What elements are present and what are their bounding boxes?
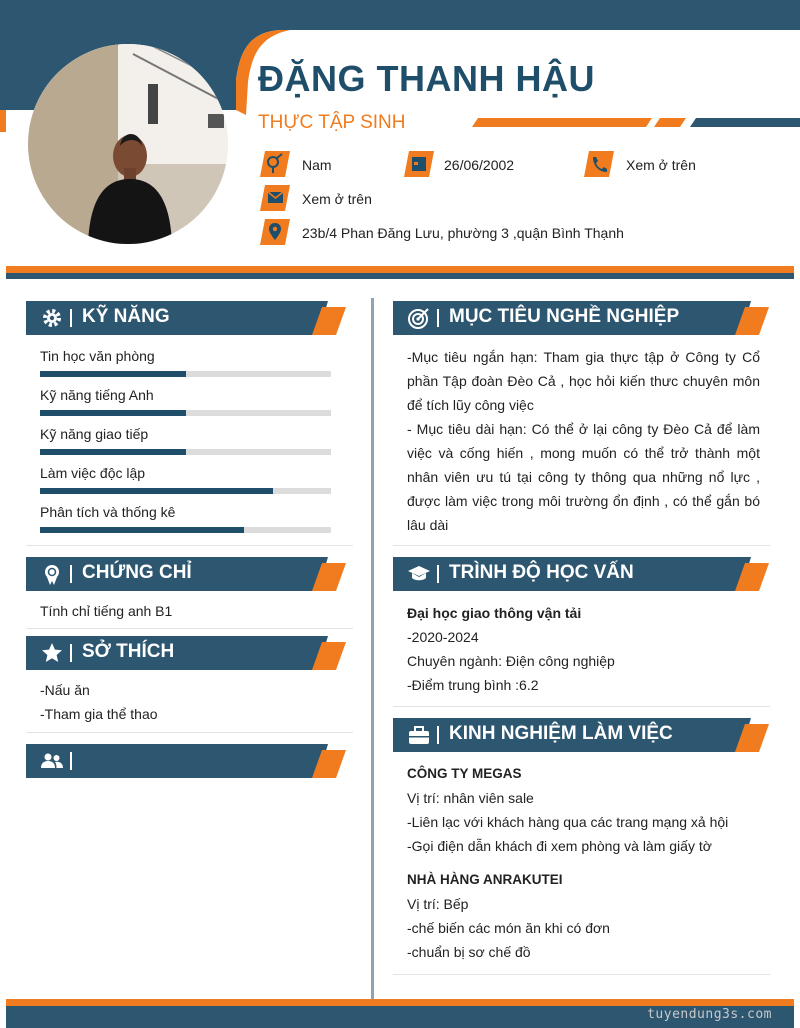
job-duty: -chuẩn bị sơ chế đồ bbox=[407, 944, 531, 960]
objective-title: MỤC TIÊU NGHỀ NGHIỆP bbox=[449, 306, 680, 327]
education-period: -2020-2024 bbox=[407, 629, 479, 645]
skill-bar bbox=[40, 410, 331, 416]
hobbies-title: SỞ THÍCH bbox=[82, 641, 175, 662]
phone-value: Xem ở trên bbox=[626, 157, 696, 173]
skill-bar-fill bbox=[40, 488, 273, 494]
references-section-header bbox=[26, 744, 346, 778]
calendar-icon bbox=[404, 151, 434, 177]
objective-long-term: - Mục tiêu dài hạn: Có thể ở lại công ty Đèo Cả để làm việc và cống hiến , mong muốn có thể trở thành một nhân viên ưu tú tại công ty thông qua những nổ lực , được làm việc trong môi trường ổn định , có thể gắn bó lâu dài bbox=[407, 421, 760, 533]
hobby-item: -Tham gia thể thao bbox=[40, 706, 158, 722]
divider bbox=[393, 974, 770, 975]
divider bbox=[26, 628, 353, 629]
skill-bar bbox=[40, 371, 331, 377]
skill-bar bbox=[40, 449, 331, 455]
candidate-role: THỰC TẬP SINH bbox=[258, 112, 406, 133]
phone-icon bbox=[584, 151, 614, 177]
skill-bar-fill bbox=[40, 371, 186, 377]
education-major: Chuyên ngành: Điện công nghiệp bbox=[407, 653, 615, 669]
users-icon bbox=[40, 750, 64, 772]
skill-label: Phân tích và thống kê bbox=[40, 504, 176, 520]
objective-short-term: -Mục tiêu ngắn hạn: Tham gia thực tập ở Công ty Cổ phần Tập đoàn Đèo Cả , học hỏi kiến thưc chuyên môn để tích lũy công việc bbox=[407, 349, 760, 413]
star-icon bbox=[40, 642, 64, 664]
hobby-item: -Nấu ăn bbox=[40, 682, 90, 698]
footer-stripe-orange bbox=[6, 999, 794, 1006]
skill-bar-fill bbox=[40, 410, 186, 416]
divider bbox=[26, 732, 353, 733]
award-icon bbox=[40, 563, 64, 585]
experience-title: KINH NGHIỆM LÀM VIỆC bbox=[449, 723, 673, 744]
location-icon bbox=[260, 219, 290, 245]
birthday-value: 26/06/2002 bbox=[444, 157, 515, 173]
divider bbox=[393, 545, 770, 546]
job-company: CÔNG TY MEGAS bbox=[407, 766, 522, 781]
certificates-section-header bbox=[26, 557, 346, 591]
experience-section-header bbox=[393, 718, 769, 752]
skill-bar bbox=[40, 488, 331, 494]
job-position: Vị trí: nhân viên sale bbox=[407, 790, 534, 806]
graduation-cap-icon bbox=[407, 563, 431, 585]
column-divider bbox=[371, 298, 374, 1004]
gear-icon bbox=[40, 307, 64, 329]
job-duty: -Gọi điện dẫn khách đi xem phòng và làm giấy tờ bbox=[407, 838, 712, 854]
email-value: Xem ở trên bbox=[302, 191, 372, 207]
skill-label: Làm việc độc lập bbox=[40, 465, 146, 481]
job-duty: -Liên lạc với khách hàng qua các trang mạng xả hội bbox=[407, 814, 729, 830]
job-company: NHÀ HÀNG ANRAKUTEI bbox=[407, 872, 563, 887]
skills-section-header bbox=[26, 301, 346, 335]
education-school: Đại học giao thông vận tải bbox=[407, 605, 582, 621]
briefcase-icon bbox=[407, 724, 431, 746]
skill-bar-fill bbox=[40, 527, 244, 533]
skill-label: Kỹ năng tiếng Anh bbox=[40, 387, 154, 403]
divider bbox=[393, 706, 770, 707]
education-section-header bbox=[393, 557, 769, 591]
skill-bar bbox=[40, 527, 331, 533]
email-icon bbox=[260, 185, 290, 211]
certificates-title: CHỨNG CHỈ bbox=[82, 562, 192, 583]
education-title: TRÌNH ĐỘ HỌC VẤN bbox=[449, 562, 634, 583]
job-duty: -chế biến các món ăn khi có đơn bbox=[407, 920, 610, 936]
address-value: 23b/4 Phan Đăng Lưu, phường 3 ,quận Bình Thạnh bbox=[302, 225, 624, 241]
hobbies-section-header bbox=[26, 636, 346, 670]
education-gpa: -Điểm trung bình :6.2 bbox=[407, 677, 539, 693]
objective-section-header bbox=[393, 301, 769, 335]
skill-bar-fill bbox=[40, 449, 186, 455]
certificate-item: Tính chỉ tiếng anh B1 bbox=[40, 603, 173, 619]
candidate-name: ĐẶNG THANH HẬU bbox=[258, 58, 595, 99]
gender-icon bbox=[260, 151, 290, 177]
divider bbox=[26, 545, 353, 546]
skill-label: Kỹ năng giao tiếp bbox=[40, 426, 149, 442]
watermark: tuyendung3s.com bbox=[647, 1007, 772, 1022]
skills-title: KỸ NĂNG bbox=[82, 306, 170, 327]
avatar-photo bbox=[28, 44, 228, 244]
gender-value: Nam bbox=[302, 157, 332, 173]
job-position: Vị trí: Bếp bbox=[407, 896, 469, 912]
target-icon bbox=[407, 307, 431, 329]
skill-label: Tin học văn phòng bbox=[40, 348, 155, 364]
